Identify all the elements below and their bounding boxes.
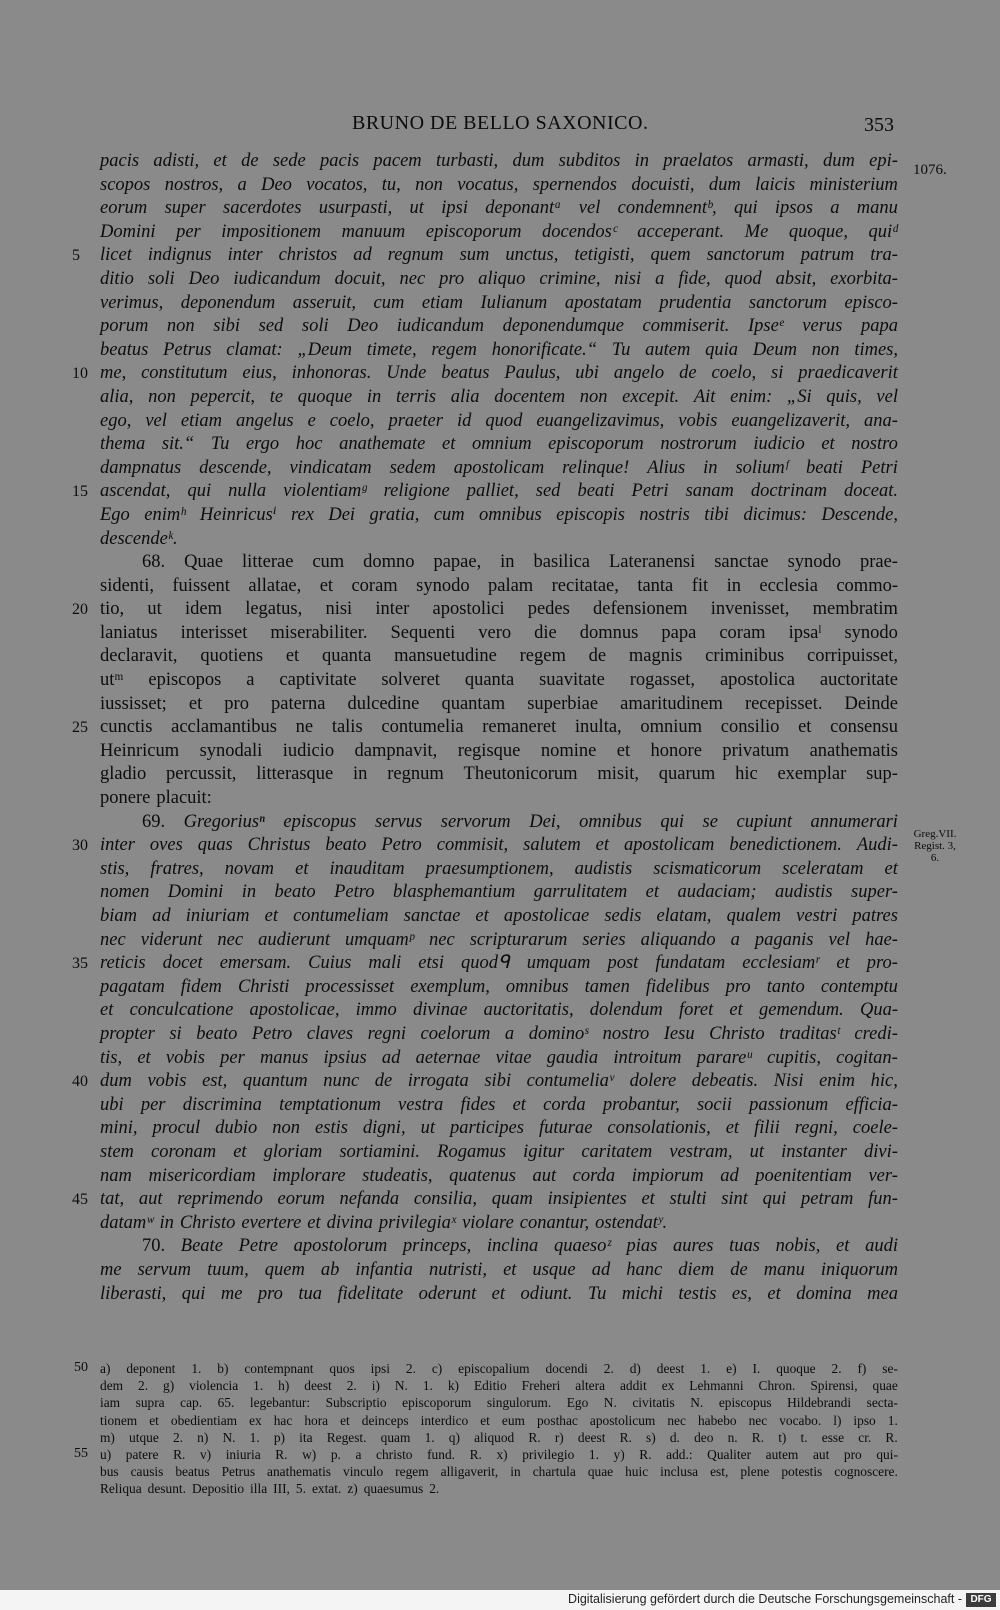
line-number: 15 bbox=[72, 483, 88, 501]
text-line: utᵐ episcopos a captivitate solveret quanta suavitate rogasset, apostolica auctoritate bbox=[100, 670, 898, 691]
text-line: ego, vel etiam angelus e coelo, praeter id quod euangelizavimus, vobis euangelizaverit, ana- bbox=[100, 410, 898, 431]
text-line: descendeᵏ. bbox=[100, 528, 178, 549]
text-line: Ego enimʰ Heinricusⁱ rex Dei gratia, cum omnibus episcopis nostris tibi dicimus: Descende, bbox=[100, 504, 898, 525]
text-line: sidenti, fuissent allatae, et coram synodo palam recitatae, tanta fit in ecclesia commo- bbox=[100, 575, 898, 596]
text-line: stis, fratres, novam et inauditam praesumptionem, audistis scismaticorum sceleratam et bbox=[100, 858, 898, 879]
footnote-line: bus causis beatus Petrus anathematis vinculo regem alligaverit, in chartula quae huic inclusa est, plene potestis cognoscere. bbox=[100, 1464, 898, 1480]
text-line: nec viderunt nec audierunt umquamᵖ nec scripturarum series aliquando a paganis vel hae- bbox=[100, 929, 898, 950]
text-line: dum vobis est, quantum nunc de irrogata sibi contumeliaᵛ dolere debeatis. Nisi enim hic, bbox=[100, 1071, 898, 1092]
text-line: ponere placuit: bbox=[100, 788, 212, 809]
text-line: 69. Gregoriusⁿ episcopus servus servorum Dei, omnibus qui se cupiunt annumerari bbox=[142, 811, 898, 832]
footnote-line: iam supra cap. 65. legebantur: Subscriptio episcoporum singulorum. Ego N. civitatis N. episcopus Hildebrandi secta- bbox=[100, 1395, 898, 1411]
line-number: 45 bbox=[72, 1191, 88, 1209]
text-line: mini, procul dubio non estis digni, ut participes futurae consolationis, et filii regni, coele- bbox=[100, 1118, 898, 1139]
text-line: eorum super sacerdotes usurpasti, ut ipsi deponantᵃ vel condemnentᵇ, qui ipsos a manu bbox=[100, 198, 898, 219]
footnote-line: a) deponent 1. b) contempnant quos ipsi 2. c) episcopalium docendi 2. d) deest 1. e) I. quoque 2. f) se- bbox=[100, 1361, 898, 1376]
text-line: nam misericordiam implorare studeatis, quatenus aut corda impiorum ad poenitentiam ver- bbox=[100, 1165, 898, 1186]
text-line: alia, non pepercit, te quoque in terris alia docentem non excepit. Ait enim: „Si quis, vel bbox=[100, 386, 898, 407]
page-number: 353 bbox=[864, 114, 894, 136]
text-line: Domini per impositionem manuum episcoporum docendosᶜ acceperant. Me quoque, quiᵈ bbox=[100, 221, 898, 242]
text-line: me servum tuum, quem ab infantia nutristi, et usque ad hanc diem de manu iniquorum bbox=[100, 1259, 898, 1280]
footnote-line: m) utque 2. n) N. 1. p) ita Regest. quam 1. q) aliquod R. r) deest R. s) d. deo n. R. t) t. esse cr. R. bbox=[100, 1429, 898, 1445]
text-line: pagatam fidem Christi processisset exemplum, omnibus tamen fidelibus pro tanto contemptu bbox=[100, 976, 898, 997]
margin-reference: Greg.VII. Regist. 3, 6. bbox=[913, 828, 957, 864]
text-line: pacis adisti, et de sede pacis pacem turbasti, dum subditos in praelatos armasti, dum epi- bbox=[100, 151, 898, 171]
line-number: 10 bbox=[72, 365, 88, 383]
text-line: tio, ut idem legatus, nisi inter apostolici pedes defensionem invenisset, membratim bbox=[100, 599, 898, 620]
page-header bbox=[0, 112, 1000, 138]
footnotes bbox=[100, 1360, 898, 1498]
dfg-logo: DFG bbox=[966, 1593, 996, 1607]
running-title: BRUNO DE BELLO SAXONICO. bbox=[352, 112, 649, 134]
text-line: beatus Petrus clamat: „Deum timete, regem honorificate.“ Tu autem quia Deum non times, bbox=[100, 339, 898, 360]
text-line: ascendat, qui nulla violentiamᵍ religione palliet, sed beati Petri sanam doctrinam doceat. bbox=[100, 481, 898, 502]
margin-year: 1076. bbox=[913, 162, 947, 178]
line-number: 40 bbox=[72, 1073, 88, 1091]
text-line: tat, aut reprimendo eorum nefanda consilia, quam insipientes et stulti sint qui petram fun- bbox=[100, 1189, 898, 1210]
text-line: stem coronam et gloriam sortiamini. Rogamus igitur caritatem vestram, ut instanter divi- bbox=[100, 1141, 898, 1162]
text-line: nomen Domini in beato Petro blasphemantium garrulitatem et audaciam; audistis super- bbox=[100, 882, 898, 903]
footnote-line: Reliqua desunt. Depositio illa III, 5. extat. z) quaesumus 2. bbox=[100, 1481, 440, 1497]
line-number: 30 bbox=[72, 837, 88, 855]
footnote-line: dem 2. g) violencia 1. h) deest 2. i) N. 1. k) Editio Freheri altera addit ex Lehmanni Chron. Spirensi, quae bbox=[100, 1378, 898, 1394]
footnote-line: u) patere R. v) iniuria R. w) p. a christo fund. R. x) privilegio 1. y) R. add.: Qualiter autem aut pro qui- bbox=[100, 1446, 898, 1462]
text-line: tis, et vobis per manus ipsius ad aeternae vitae gaudia introitum parareᵘ cupitis, cogitan- bbox=[100, 1047, 898, 1068]
text-line: biam ad iniuriam et contumeliam sanctae et apostolicae sedis elatam, qualem vestri patres bbox=[100, 906, 898, 926]
text-line: 68. Quae litterae cum domno papae, in basilica Lateranensi sanctae synodo prae- bbox=[142, 552, 898, 573]
text-line: dampnatus descende, vindicatam sedem apostolicam relinque! Alius in soliumᶠ beati Petri bbox=[100, 457, 898, 478]
line-number: 20 bbox=[72, 601, 88, 619]
text-line: verimus, deponendum asseruit, cum etiam Iulianum apostatam prudentia sanctorum episco- bbox=[100, 292, 898, 313]
text-line: ditio soli Deo iudicandum docuit, nec pro aliquo crimine, nisi a fide, quod absit, exorbita- bbox=[100, 268, 898, 289]
text-line: iussisset; et pro paterna dulcedine quantam superbiae amaritudinem recepisset. Deinde bbox=[100, 693, 898, 714]
text-line: thema sit.“ Tu ergo hoc anathemate et omnium episcoporum nostrorum iudicio et nostro bbox=[100, 434, 898, 455]
text-line: licet indignus inter christos ad regnum sum unctus, tetigisti, quem sanctorum patrum tra- bbox=[100, 245, 898, 266]
footnote-line-number: 50 bbox=[74, 1360, 88, 1375]
footnote-line-number: 55 bbox=[74, 1446, 88, 1461]
line-number: 35 bbox=[72, 955, 88, 973]
text-line: Heinricum synodali iudicio dampnavit, regisque nomine et honore privatum anathematis bbox=[100, 740, 898, 761]
text-line: propter si beato Petro claves regni coelorum a dominoˢ nostro Iesu Christo traditasᵗ credi- bbox=[100, 1023, 898, 1044]
footnote-line: tionem et obedientiam ex hac hora et deinceps interdico et eum posthac apostolicum nec habebo nec vocabo. l) ipso 1. bbox=[100, 1412, 898, 1428]
body-text bbox=[100, 150, 898, 1306]
text-line: me, constitutum eius, inhonoras. Unde beatus Paulus, ubi angelo de coelo, si praedicaverit bbox=[100, 363, 898, 384]
text-line: scopos nostros, a Deo vocatos, tu, non vocatus, spernendos docuisti, dum laicis ministerium bbox=[100, 174, 898, 195]
text-line: gladio percussit, litterasque in regnum Theutonicorum misit, quarum hic exemplar sup- bbox=[100, 764, 898, 785]
footer-bar bbox=[0, 1590, 1000, 1610]
text-line: laniatus interisset miserabiliter. Sequenti vero die domnus papa coram ipsaˡ synodo bbox=[100, 622, 898, 643]
footer-credit: Digitalisierung gefördert durch die Deutsche Forschungsgemeinschaft - bbox=[568, 1592, 962, 1606]
text-line: porum non sibi sed soli Deo iudicandum deponendumque commiserit. Ipseᵉ verus papa bbox=[100, 316, 898, 337]
text-line: 70. Beate Petre apostolorum princeps, inclina quaesoᶻ pias aures tuas nobis, et audi bbox=[142, 1236, 898, 1257]
text-line: et conculcatione apostolicae, immo divinae auctoritatis, dolendum foret et gemendum. Qua- bbox=[100, 1000, 898, 1021]
line-number: 5 bbox=[72, 247, 80, 265]
line-number: 25 bbox=[72, 719, 88, 737]
text-line: declaravit, quotiens et quanta mansuetudine regem de magnis criminibus corripuisset, bbox=[100, 646, 898, 667]
text-line: reticis docet emersam. Cuius mali etsi quodᑫ umquam post fundatam ecclesiamʳ et pro- bbox=[100, 953, 898, 974]
text-line: cunctis acclamantibus ne talis contumelia remaneret inulta, omnium consilio et consensu bbox=[100, 717, 898, 738]
text-line: datamʷ in Christo evertere et divina privilegiaˣ violare conantur, ostendatʸ. bbox=[100, 1212, 668, 1233]
text-line: ubi per discrimina temptationum vestra fides et corda probantur, socii passionum efficia- bbox=[100, 1094, 898, 1115]
text-line: inter oves quas Christus beato Petro commisit, salutem et apostolicam benedictionem. Audi- bbox=[100, 835, 898, 856]
text-line: liberasti, qui me pro tua fidelitate oderunt et odiunt. Tu michi testis es, et domina mea bbox=[100, 1283, 898, 1304]
